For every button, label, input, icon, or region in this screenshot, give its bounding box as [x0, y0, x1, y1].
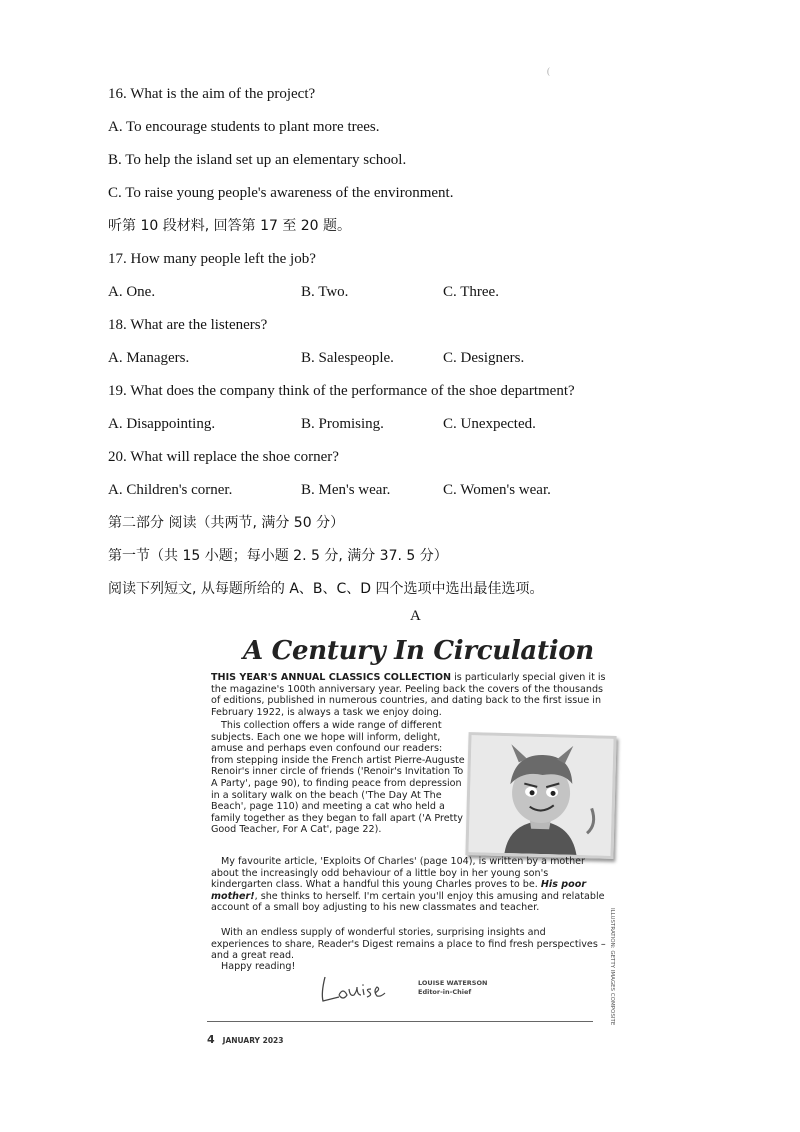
q16-question: 16. What is the aim of the project?	[108, 86, 316, 102]
magazine-article-scan	[205, 630, 625, 1050]
cartoon-boy-icon	[468, 735, 613, 856]
q20-option-c: C. Women's wear.	[443, 482, 551, 498]
q16-option-b: B. To help the island set up an elementary school.	[108, 152, 407, 168]
article-lead-in: THIS YEAR'S ANNUAL CLASSICS COLLECTION	[211, 672, 452, 683]
q17-option-c: C. Three.	[443, 284, 499, 300]
passage-label: A	[410, 608, 421, 624]
article-paragraph-3-italic: His poor mother!	[211, 879, 587, 902]
q18-question: 18. What are the listeners?	[108, 317, 268, 333]
article-paragraph-2: This collection offers a wide range of different subjects. Each one we hope will inform, delight, amuse and perhaps even confound our readers: from stepping inside the French artist Pierre-Auguste Renoir's inner circle of friends ('Renoir's Invitation To A Party', page 90), to finding peace from depression in a solitary walk on the beach ('The Day At The Beach', page 110) and meeting a cat who held a family together as they began to fall apart ('A Pretty Good Teacher, For A Cat', page 22).	[211, 720, 465, 836]
section-heading: 第二部分 阅读（共两节, 满分 50 分）	[108, 515, 345, 531]
q17-option-a: A. One.	[108, 284, 156, 300]
q16-option-c: C. To raise young people's awareness of the environment.	[108, 185, 454, 201]
q20-question: 20. What will replace the shoe corner?	[108, 449, 339, 465]
instruction-text-10: 听第 10 段材料, 回答第 17 至 20 题。	[108, 218, 352, 234]
article-paragraph-3	[211, 856, 606, 914]
q18-option-b: B. Salespeople.	[301, 350, 394, 366]
reading-instruction: 阅读下列短文, 从每题所给的 A、B、C、D 四个选项中选出最佳选项。	[108, 581, 544, 597]
q17-question: 17. How many people left the job?	[108, 251, 316, 267]
q19-option-b: B. Promising.	[301, 416, 384, 432]
cartoon-boy-illustration	[465, 732, 616, 859]
q16-option-a: A. To encourage students to plant more trees.	[108, 119, 380, 135]
editor-role: Editor-in-Chief	[418, 988, 472, 996]
signature-icon	[317, 971, 387, 1007]
page-number: 4	[207, 1033, 215, 1046]
editor-name: LOUISE WATERSON	[418, 979, 488, 987]
q17-option-b: B. Two.	[301, 284, 349, 300]
article-sign-off: Happy reading!	[221, 961, 296, 972]
article-paragraph-3-end: , she thinks to herself. I'm certain you'll enjoy this amusing and relatable account of a small boy adjusting to his new classmates and teacher.	[211, 890, 605, 914]
q20-option-a: A. Children's corner.	[108, 482, 233, 498]
illustration-credit: ILLUSTRATION: GETTY IMAGES COMPOSITE	[609, 908, 615, 1026]
magazine-footer	[207, 1033, 283, 1046]
q19-option-a: A. Disappointing.	[108, 416, 216, 432]
q18-option-a: A. Managers.	[108, 350, 190, 366]
handwritten-signature	[317, 971, 387, 1007]
article-paragraph-1	[211, 672, 606, 718]
article-paragraph-4: With an endless supply of wonderful stories, surprising insights and experiences to share, Reader's Digest remains a place to find fresh perspectives – and a great read.	[211, 927, 606, 962]
q19-option-c: C. Unexpected.	[443, 416, 536, 432]
article-title: A Century In Circulation	[243, 636, 594, 666]
scan-mark: (	[547, 66, 550, 76]
article-paragraph-1-text: is particularly special given it is the magazine's 100th anniversary year. Peeling back the covers of the thousands of editions, published in numerous countries, and dating back to the first issue in February 1922, is always a task we enjoy doing.	[211, 672, 606, 718]
q20-option-b: B. Men's wear.	[301, 482, 391, 498]
issue-date: JANUARY 2023	[222, 1036, 284, 1045]
q18-option-c: C. Designers.	[443, 350, 525, 366]
q19-question: 19. What does the company think of the performance of the shoe department?	[108, 383, 575, 399]
footer-divider	[207, 1021, 593, 1022]
article-paragraph-3-start: My favourite article, 'Exploits Of Charles' (page 104), is written by a mother about the increasingly odd behaviour of a little boy in her young son's kindergarten class. What a handful this young Charles proves to be.	[211, 856, 585, 891]
section-part-heading: 第一节（共 15 小题；每小题 2. 5 分, 满分 37. 5 分）	[108, 548, 448, 564]
